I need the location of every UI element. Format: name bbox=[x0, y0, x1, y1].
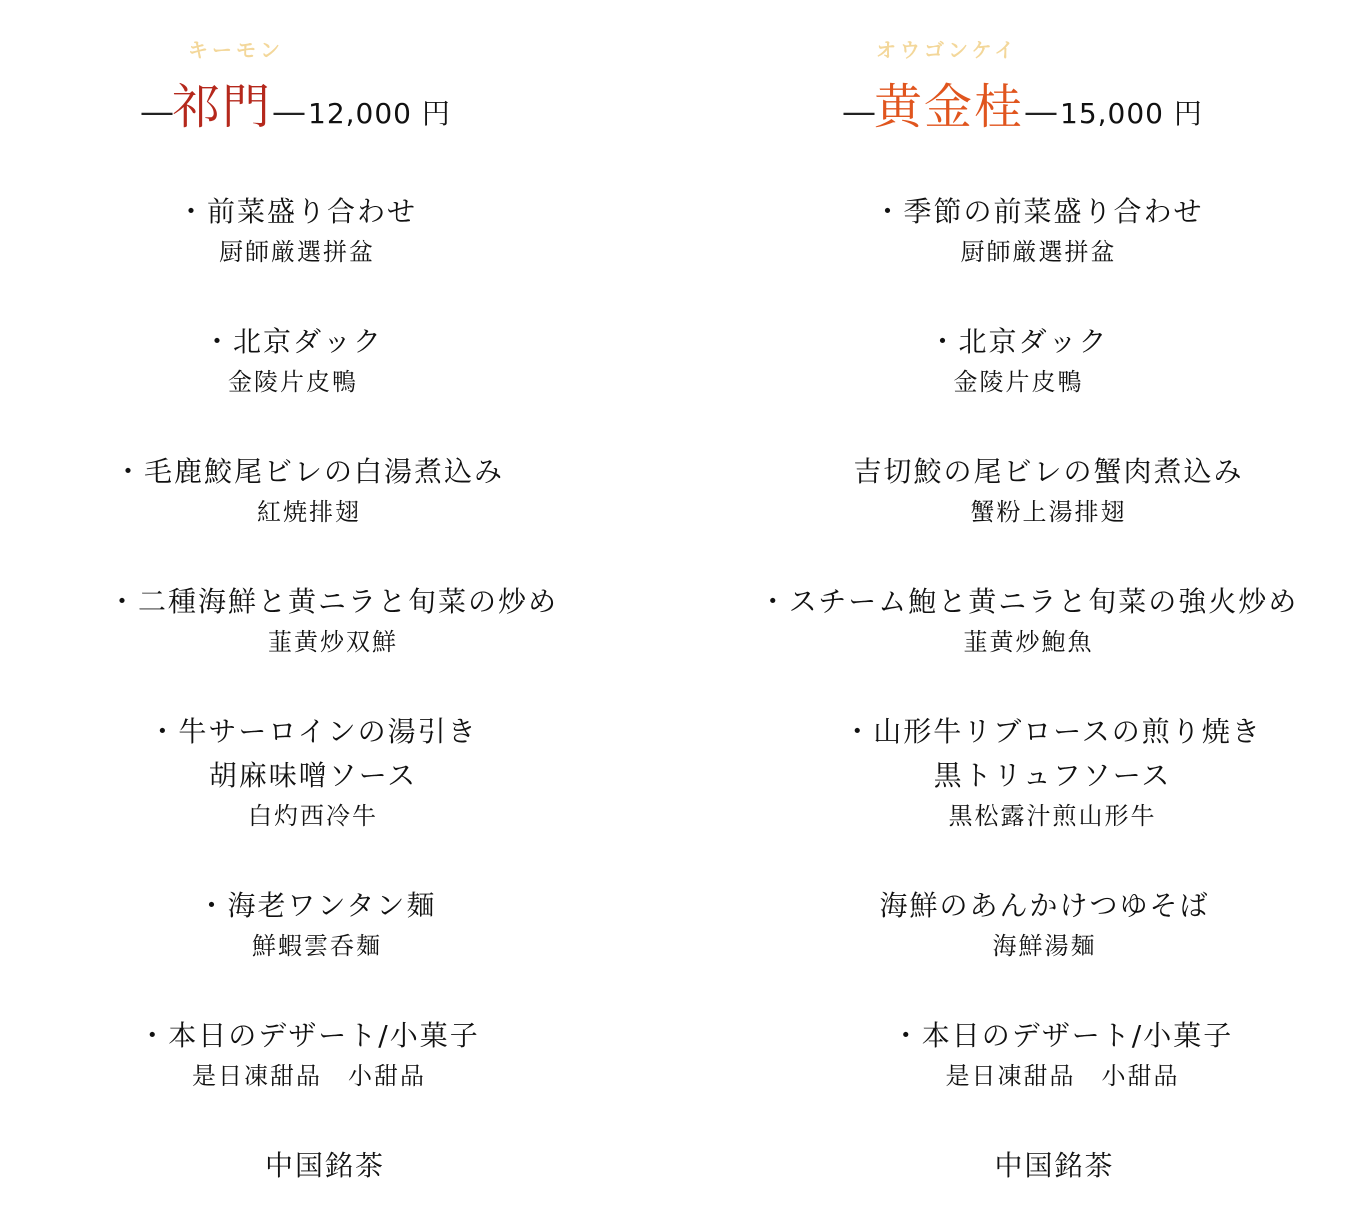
tea-label: 中国銘茶 bbox=[994, 1149, 1115, 1182]
dish-name-cn: 韮黄炒双鮮 bbox=[268, 628, 398, 656]
menu-item bbox=[720, 450, 1357, 530]
dish-name-cn: 白灼西冷牛 bbox=[248, 802, 378, 830]
menu-item bbox=[0, 884, 642, 964]
title-dash: — bbox=[1024, 92, 1057, 132]
dish-name-cn: 金陵片皮鴨 bbox=[228, 368, 358, 396]
course-ougonkei bbox=[700, 0, 1357, 1230]
dish-name-cn: 是日凍甜品 小甜品 bbox=[192, 1062, 426, 1090]
dish-name-cn: 蟹粉上湯排翅 bbox=[970, 498, 1127, 526]
menu-item bbox=[710, 190, 1357, 270]
dish-name-jp: ・山形牛リブロースの煎り焼き bbox=[843, 715, 1262, 748]
dish-name-jp: 海鮮のあんかけつゆそば bbox=[879, 889, 1210, 922]
title-dash: — bbox=[272, 92, 305, 132]
dish-name-jp: ・スチーム鮑と黄ニラと旬菜の強火炒め bbox=[758, 585, 1299, 618]
dish-name-jp: ・毛鹿鮫尾ビレの白湯煮込み bbox=[113, 455, 504, 488]
dish-sauce-jp: 胡麻味噌ソース bbox=[208, 759, 418, 792]
dish-name-cn: 黒松露汁煎山形牛 bbox=[948, 802, 1157, 830]
dish-name-cn: 鮮蝦雲呑麺 bbox=[252, 932, 382, 960]
dish-name-jp: ・季節の前菜盛り合わせ bbox=[873, 195, 1204, 228]
dish-name-jp: ・牛サーロインの湯引き bbox=[148, 715, 478, 748]
menu-item-tea bbox=[0, 1144, 650, 1188]
menu-item bbox=[716, 884, 1357, 964]
dish-name-cn: 韮黄炒鮑魚 bbox=[963, 628, 1094, 656]
menu-item bbox=[8, 580, 658, 660]
dish-name-cn: 厨師厳選拼盆 bbox=[219, 238, 375, 266]
course-title bbox=[140, 68, 451, 137]
dish-name-jp: ・前菜盛り合わせ bbox=[176, 195, 417, 228]
course-kimon bbox=[0, 0, 650, 1230]
dish-name-cn: 是日凍甜品 小甜品 bbox=[945, 1062, 1180, 1090]
menu-item bbox=[0, 190, 622, 270]
dish-name-jp: ・海老ワンタン麺 bbox=[197, 889, 437, 922]
course-price: 12,000 円 bbox=[308, 97, 451, 130]
course-title bbox=[842, 68, 1203, 137]
menu-item bbox=[724, 710, 1357, 834]
menu-item bbox=[0, 1014, 634, 1094]
menu-item bbox=[0, 320, 618, 400]
title-dash: — bbox=[842, 92, 874, 132]
menu-item bbox=[0, 710, 638, 834]
menu-item bbox=[0, 450, 634, 530]
dish-sauce-jp: 黒トリュフソース bbox=[933, 759, 1172, 792]
dish-name-jp: 吉切鮫の尾ビレの蟹肉煮込み bbox=[853, 455, 1244, 488]
course-name: 黄金桂 bbox=[874, 79, 1025, 135]
course-ruby: キーモン bbox=[188, 38, 284, 62]
menu-item bbox=[690, 320, 1347, 400]
title-dash: — bbox=[140, 92, 172, 132]
dish-name-jp: ・北京ダック bbox=[928, 325, 1109, 358]
course-name: 祁門 bbox=[172, 79, 273, 135]
tea-label: 中国銘茶 bbox=[264, 1149, 385, 1182]
dish-name-cn: 厨師厳選拼盆 bbox=[960, 238, 1117, 266]
dish-name-jp: ・本日のデザート/小菓子 bbox=[138, 1019, 480, 1052]
menu-item bbox=[734, 1014, 1357, 1094]
menu-item bbox=[700, 580, 1357, 660]
dish-name-jp: ・本日のデザート/小菓子 bbox=[891, 1019, 1234, 1052]
dish-name-cn: 海鮮湯麺 bbox=[992, 932, 1097, 960]
dish-name-cn: 紅焼排翅 bbox=[257, 498, 361, 526]
dish-name-jp: ・二種海鮮と黄ニラと旬菜の炒め bbox=[107, 585, 558, 618]
dish-name-cn: 金陵片皮鴨 bbox=[953, 368, 1084, 396]
dish-name-jp: ・北京ダック bbox=[202, 325, 383, 358]
course-price: 15,000 円 bbox=[1060, 97, 1203, 130]
course-ruby: オウゴンケイ bbox=[876, 38, 1019, 62]
menu-item-tea bbox=[726, 1144, 1357, 1188]
